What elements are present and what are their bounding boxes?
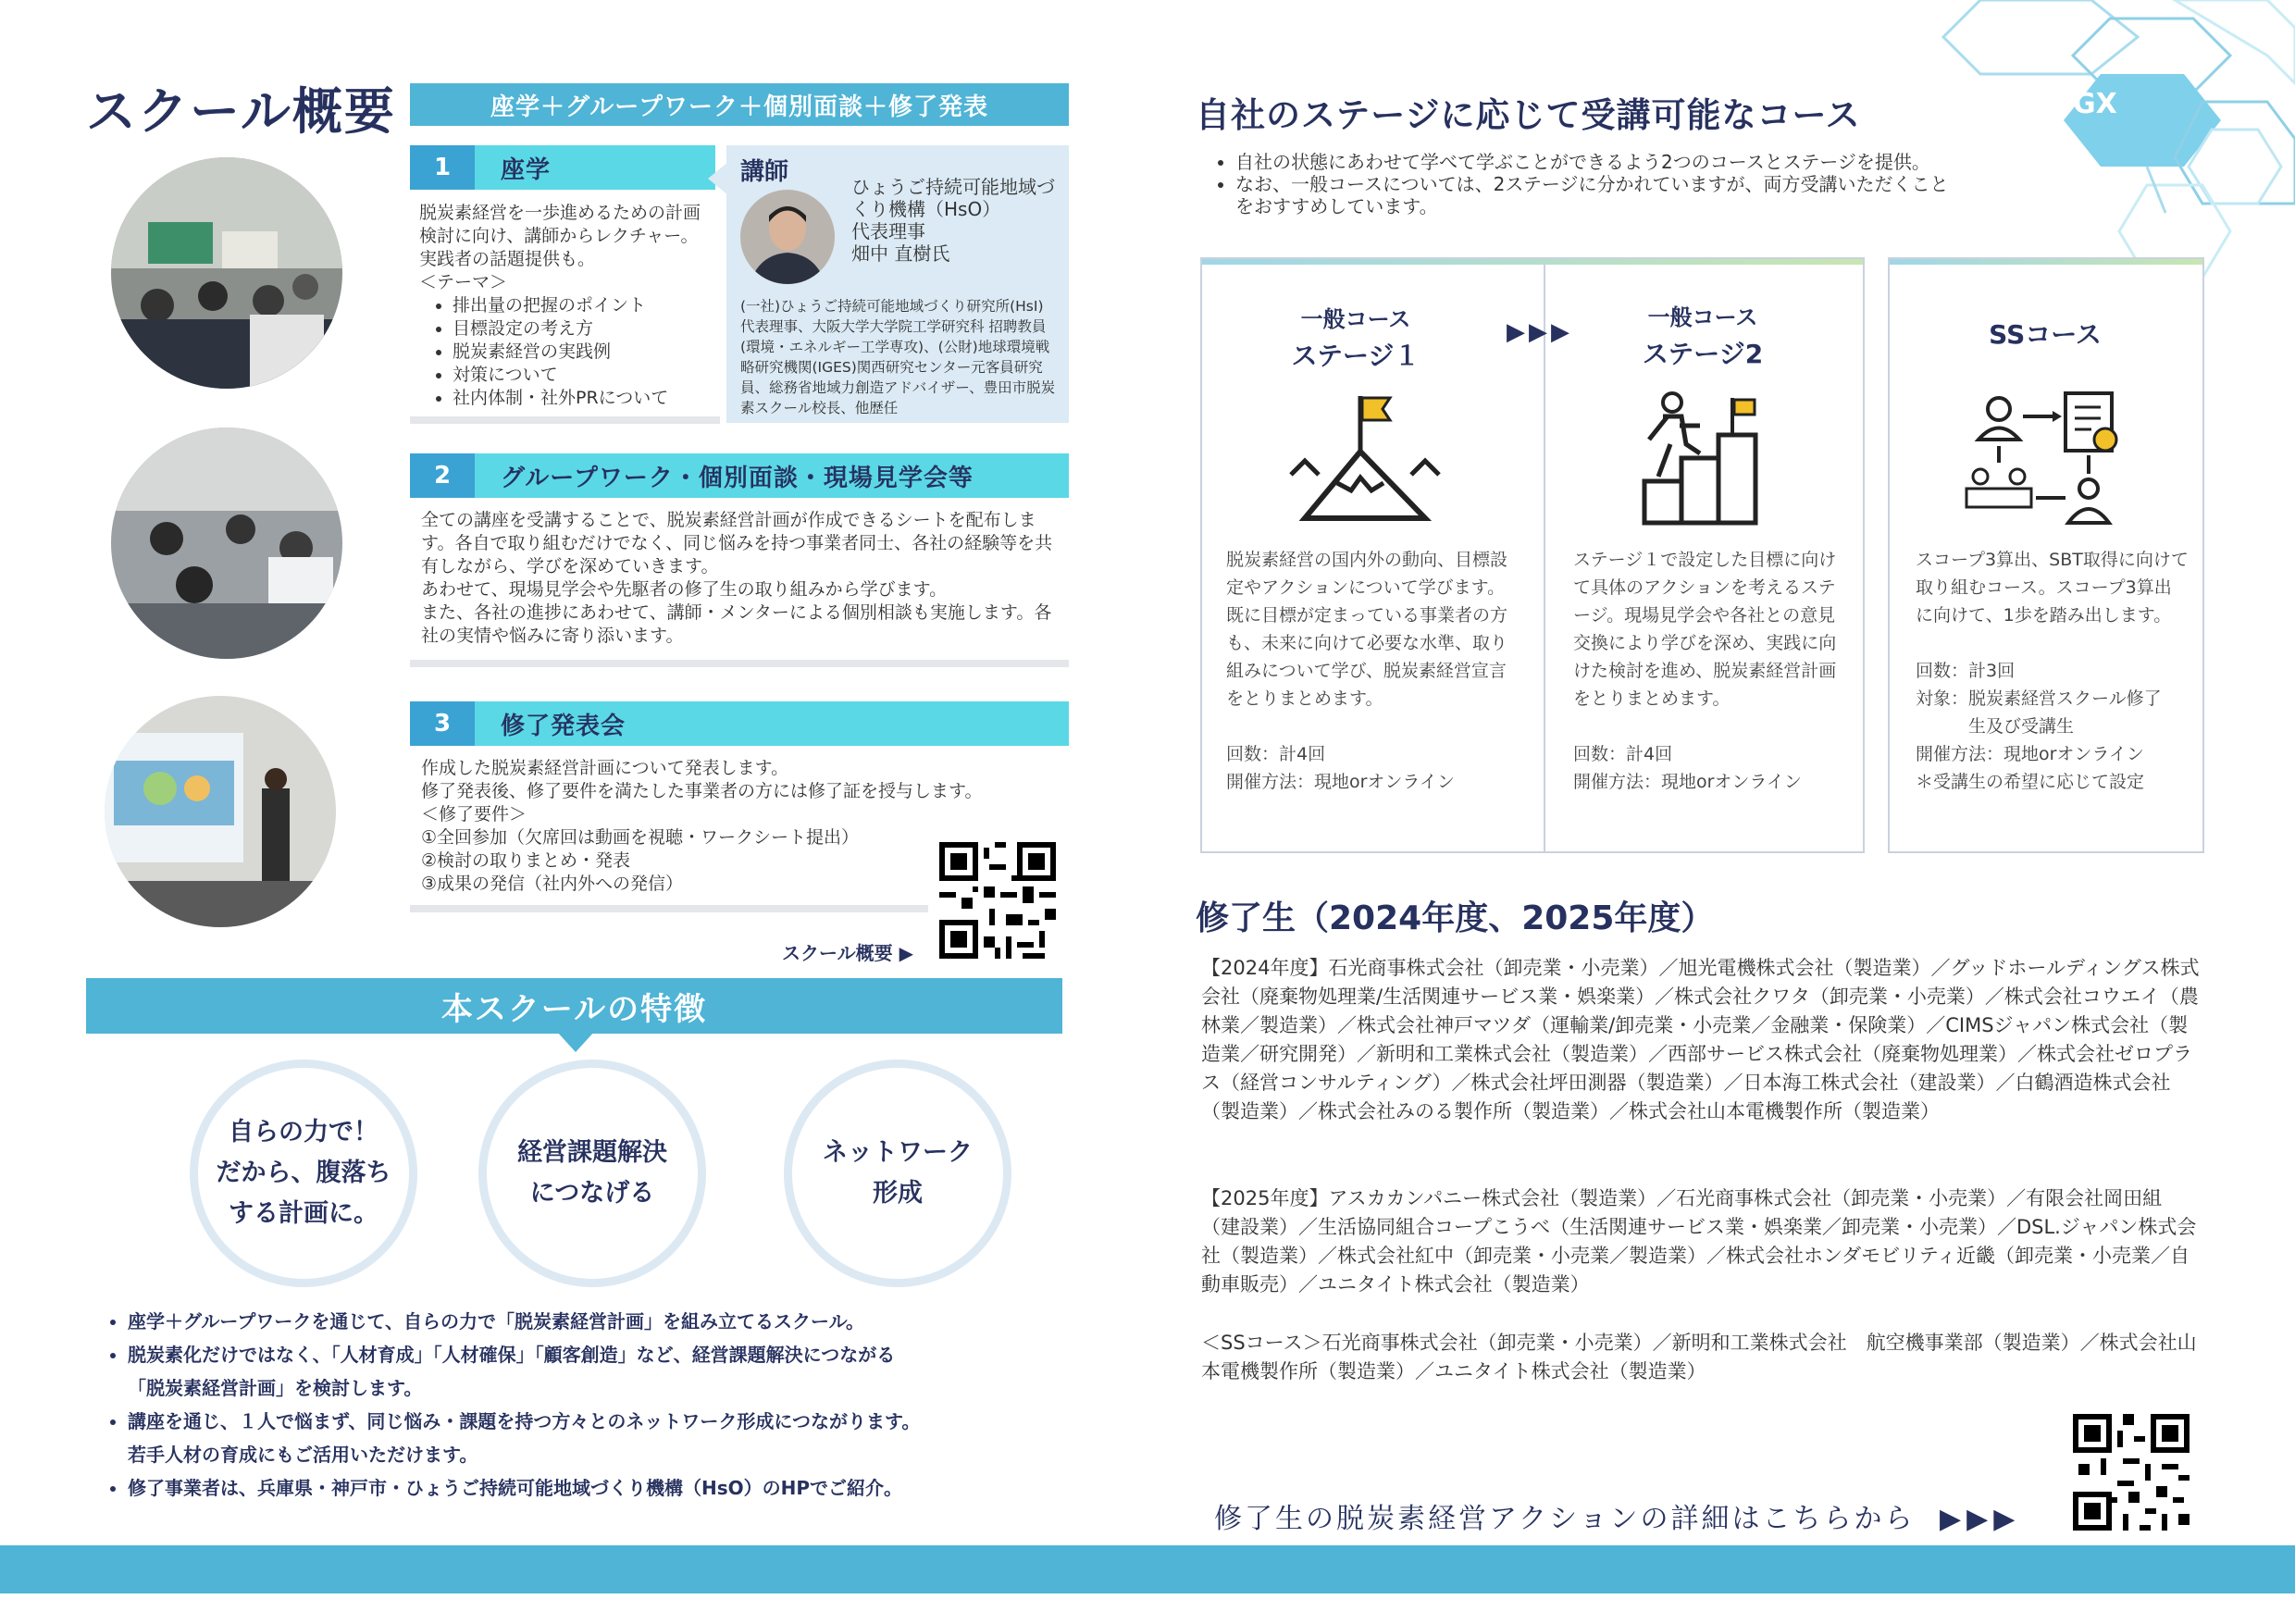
lecturer-name: 畑中 直樹氏 — [851, 242, 950, 265]
divider — [410, 905, 928, 912]
course-description: 脱炭素経営の国内外の動向、目標設定やアクションについて学びます。既に目標が定まっている事業者の方も、未来に向けて必要な水準、取り組みについて学び、脱炭素経営宣言をとりまとめます。 — [1226, 550, 1508, 709]
climbing-stairs-icon — [1635, 389, 1783, 527]
divider — [410, 416, 720, 424]
course-note: ＊受講生の希望に応じて設定 — [1916, 772, 2145, 792]
theme-label: ＜テーマ＞ — [419, 272, 508, 292]
ss-course-body — [1916, 546, 2189, 796]
section-title: グループワーク・個別面談・現場見学会等 — [501, 464, 974, 492]
school-qr-code[interactable] — [939, 842, 1056, 959]
workflow-checklist-icon — [1962, 389, 2128, 527]
list-item: • 講座を通じ、１人で悩まず、同じ悩み・課題を持つ方々とのネットワーク形成につながります。 若手人材の育成にもご活用いただけます。 — [128, 1405, 1109, 1471]
list-item: • 社内体制・社外PRについて — [453, 387, 706, 410]
program-banner: 座学＋グループワーク＋個別面談＋修了発表 — [410, 83, 1069, 126]
lecturer-avatar — [740, 190, 835, 284]
stage-1-header — [1203, 301, 1508, 375]
gx-hexagon-decoration — [1925, 0, 2295, 278]
section-3-body: 作成した脱炭素経営計画について発表します。 修了発表後、修了要件を満たした事業者の方には修了証を授与します。 ＜修了要件＞ ①全回参加（欠席回は動画を視聴・ワークシート提出） ②検討の取りまとめ・発表 ③成果の発信（社内外への発信） — [421, 758, 983, 894]
list-item: • 座学＋グループワークを通じて、自らの力で「脱炭素経営計画」を組み立てるスクール。 — [128, 1305, 1109, 1338]
lecturer-info — [851, 176, 1060, 265]
features-banner: 本スクールの特徴 — [86, 978, 1062, 1034]
feature-circle-own-plan: 自らの力で！ だから、腹落ち する計画に。 — [190, 1060, 417, 1287]
triple-arrow-icon: ▶▶▶ — [1507, 318, 1573, 346]
section-number: 2 — [410, 453, 475, 498]
list-item: • 対策について — [453, 364, 706, 387]
alumni-ss: ＜SSコース＞石光商事株式会社（卸売業・小売業）／新明和工業株式会社 航空機事業部（製造業）／株式会社山本電機製作所（製造業）／ユニタイト株式会社（製造業） — [1201, 1332, 2197, 1382]
alumni-qr-code[interactable] — [2073, 1414, 2190, 1531]
mountain-flag-icon — [1286, 387, 1444, 526]
alumni-detail-link-text: 修了生の脱炭素経営アクションの詳細はこちらから — [1214, 1503, 1916, 1535]
lecturer-label: 講師 — [740, 158, 789, 186]
stage-name: ステージ2 — [1642, 339, 1764, 369]
ss-course-header: SSコース — [1989, 319, 2102, 350]
course-title: 自社のステージに応じて受講可能なコース — [1196, 95, 1861, 135]
section-number: 1 — [410, 145, 475, 190]
alumni-title: 修了生（2024年度、2025年度） — [1196, 899, 1715, 937]
section-1-header — [410, 145, 715, 190]
gx-label: GX — [2073, 88, 2117, 120]
course-description: ステージ１で設定した目標に向けて具体のアクションを考えるステージ。現場見学会や各社との意見交換により学びを深め、実践に向けた検討を進め、脱炭素経営計画をとりまとめます。 — [1573, 550, 1837, 709]
stage-name: ステージ１ — [1291, 341, 1420, 371]
section-3-header — [410, 701, 1069, 746]
list-item: • 排出量の把握のポイント — [453, 294, 706, 317]
lecture-intro: 脱炭素経営を一歩進めるための計画検討に向け、講師からレクチャー。実践者の話題提供も。 — [419, 203, 701, 269]
stage-2-body — [1573, 546, 1842, 796]
page-title: スクール概要 — [86, 82, 396, 141]
section-number: 3 — [410, 701, 475, 746]
list-item: • なお、一般コースについては、2ステージに分かれていますが、両方受講いただくこと をおすすめしています。 — [1235, 173, 2115, 217]
stage-1-body — [1226, 546, 1513, 796]
triple-arrow-icon: ▶▶▶ — [1940, 1503, 2021, 1535]
school-overview-link-text: スクール概要 — [782, 942, 893, 964]
list-item: • 脱炭素経営の実践例 — [453, 341, 706, 364]
footer-bar — [0, 1545, 2295, 1593]
lecture-photo — [111, 157, 342, 389]
section-2-body: 全ての講座を受講することで、脱炭素経営計画が作成できるシートを配布します。各自で取り組むだけでなく、同じ悩みを持つ事業者同士、各社の経験等を共有しながら、学びを深めていきます。 あわせて、現場見学会や先駆者の修了生の取り組みから学びます。 また、各社の進捗にあわせて、講師・メンターによる個別相談も実施します。各社の実情や悩みに寄り添います。 — [421, 510, 1053, 646]
section-title: 修了発表会 — [501, 712, 626, 740]
list-item: • 脱炭素化だけではなく、「人材育成」「人材確保」「顧客創造」など、経営課題解決につながる 「脱炭素経営計画」を検討します。 — [128, 1338, 1109, 1405]
course-count: 回数：計4回 — [1573, 744, 1673, 764]
alumni-2025: 【2025年度】アスカカンパニー株式会社（製造業）／石光商事株式会社（卸売業・小売業）／有限会社岡田組（建設業）／生活協同組合コープこうべ（生活関連サービス業・娯楽業／卸売業・小売業）／DSL.ジャパン株式会社（製造業）／株式会社紅中（卸売業・小売業／製造業）／株式会社ホンダモビリティ近畿（卸売業・小売業／自動車販売）／ユニタイト株式会社（製造業） — [1201, 1187, 2197, 1295]
theme-list — [419, 294, 706, 410]
feature-points — [100, 1305, 1109, 1505]
course-bullets — [1208, 151, 2115, 217]
stage-2-header — [1555, 299, 1851, 373]
course-method: 開催方法：現地orオンライン — [1226, 772, 1455, 792]
arrow-right-icon: ▶ — [899, 942, 913, 964]
groupwork-photo — [111, 428, 342, 659]
course-target: 対象：脱炭素経営スクール修了 生及び受講生 — [1916, 688, 2162, 737]
course-name: 一般コース — [1647, 304, 1758, 330]
feature-circle-business: 経営課題解決 につなげる — [478, 1060, 706, 1287]
school-overview-link[interactable] — [782, 938, 913, 965]
speech-pointer — [708, 162, 728, 195]
feature-circle-network: ネットワーク 形成 — [784, 1060, 1011, 1287]
list-item: • 自社の状態にあわせて学べて学ぶことができるよう2つのコースとステージを提供。 — [1235, 151, 2115, 173]
list-item: • 修了事業者は、兵庫県・神戸市・ひょうご持続可能地域づくり機構（HsO）のHPでご紹介。 — [128, 1471, 1109, 1505]
divider — [410, 660, 1069, 667]
card-top-bar — [1890, 259, 2202, 265]
section-1-body — [419, 202, 706, 410]
course-method: 開催方法：現地orオンライン — [1916, 744, 2144, 764]
presentation-photo — [105, 696, 336, 927]
card-top-bar — [1202, 259, 1863, 265]
card-divider — [1544, 263, 1545, 851]
banner-pointer — [557, 1032, 594, 1052]
course-count: 回数：計3回 — [1916, 661, 2016, 681]
course-description: スコープ3算出、SBT取得に向けて取り組むコース。スコープ3算出に向けて、1歩を踏み出します。 — [1916, 550, 2189, 626]
section-title: 座学 — [501, 155, 552, 184]
course-count: 回数：計4回 — [1226, 744, 1326, 764]
lecturer-role: 代表理事 — [851, 220, 925, 242]
course-name: 一般コース — [1300, 306, 1411, 332]
section-2-header — [410, 453, 1069, 498]
lecturer-org: ひょうご持続可能地域づくり機構（HsO） — [851, 176, 1055, 220]
alumni-detail-link[interactable] — [1214, 1495, 2020, 1536]
list-item: • 目標設定の考え方 — [453, 317, 706, 341]
alumni-2024: 【2024年度】石光商事株式会社（卸売業・小売業）／旭光電機株式会社（製造業）／グッドホールディングス株式会社（廃棄物処理業/生活関連サービス業・娯楽業）／株式会社クワタ（卸売業・小売業）／株式会社コウエイ（農林業／製造業）／株式会社神戸マツダ（運輸業/卸売業・小売業／金融業・保険業）／CIMSジャパン株式会社（製造業／研究開発）／新明和工業株式会社（製造業）／西部サービス株式会社（廃棄物処理業）／株式会社ゼロプラス（経営コンサルティング）／株式会社坪田測器（製造業）／日本海工株式会社（建設業）／白鶴酒造株式会社（製造業）／株式会社みのる製作所（製造業）／株式会社山本電機製作所（製造業） — [1201, 957, 2200, 1122]
course-method: 開催方法：現地orオンライン — [1573, 772, 1802, 792]
lecturer-bio: (一社)ひょうご持続可能地域づくり研究所(HsI) 代表理事、大阪大学大学院工学研究科 招聘教員(環境・エネルギー工学専攻)、(公財)地球環境戦略研究機関(IGES)関西研究センター元客員研究員、総務省地域力創造アドバイザー、豊田市脱炭素スクール校長、他歴任 — [740, 298, 1056, 416]
